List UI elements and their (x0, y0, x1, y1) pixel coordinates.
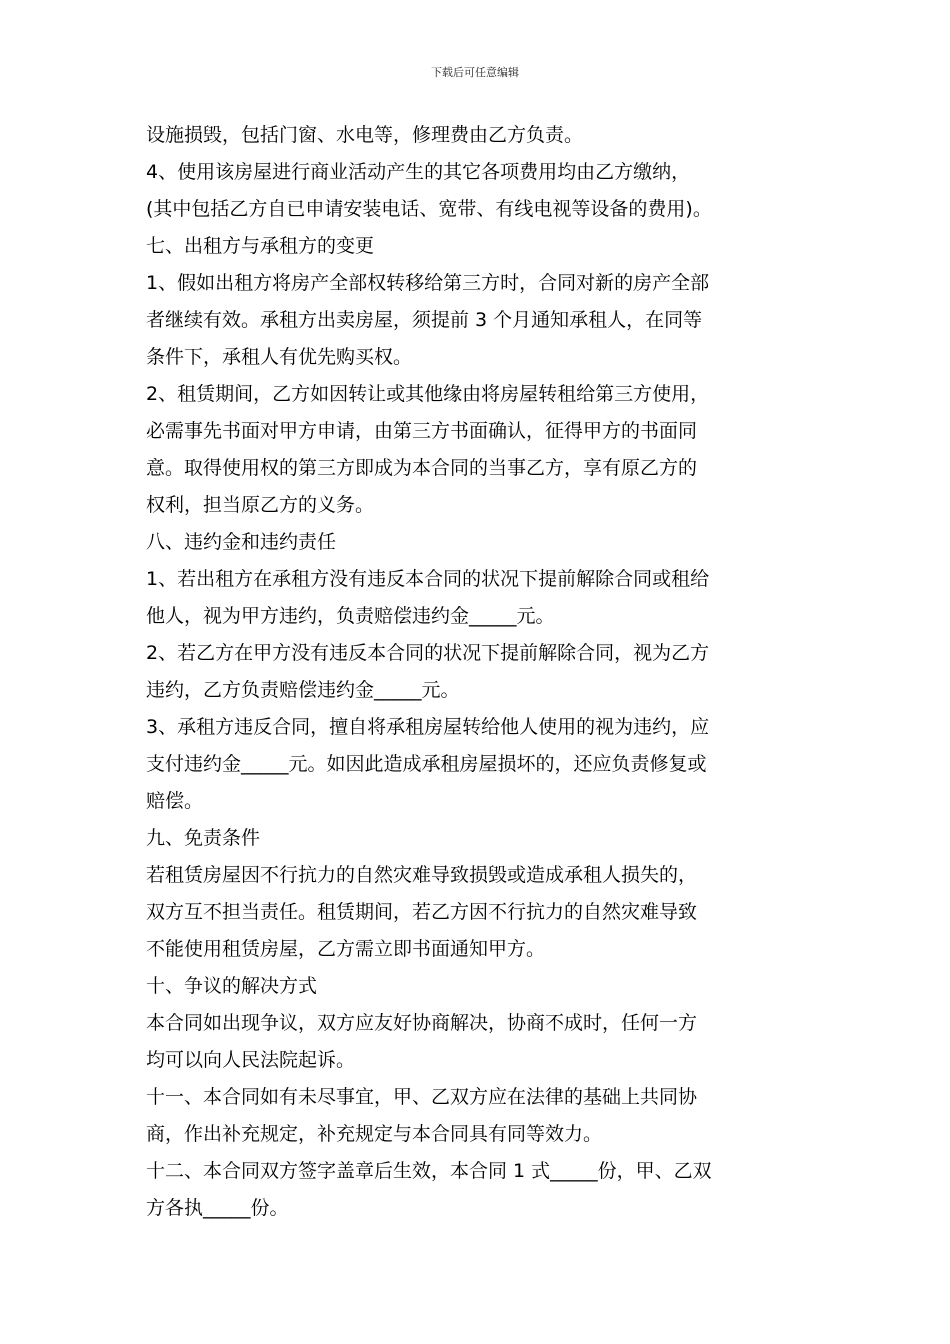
paragraph-line: 十一、本合同如有未尽事宜，甲、乙双方应在法律的基础上共同协 (146, 1086, 698, 1108)
paragraph-line: 条件下，承租人有优先购买权。 (146, 346, 413, 368)
paragraph-line: 意。取得使用权的第三方即成为本合同的当事乙方，享有原乙方的 (146, 457, 698, 479)
paragraph-line: 3、承租方违反合同，擅自将承租房屋转给他人使用的视为违约，应 (146, 716, 710, 738)
paragraph-line: 违约，乙方负责赔偿违约金_____元。 (146, 679, 460, 701)
paragraph-line: 权利，担当原乙方的义务。 (146, 494, 375, 516)
section-heading: 九、免责条件 (146, 827, 261, 849)
paragraph-line: 1、假如出租方将房产全部权转移给第三方时，合同对新的房产全部 (146, 272, 710, 294)
paragraph-line: 若租赁房屋因不行抗力的自然灾难导致损毁或造成承租人损失的， (146, 864, 698, 886)
section-heading: 七、出租方与承租方的变更 (146, 235, 375, 257)
paragraph-line: 设施损毁，包括门窗、水电等，修理费由乙方负责。 (146, 124, 584, 146)
section-heading: 八、违约金和违约责任 (146, 531, 337, 553)
paragraph-line: 商，作出补充规定，补充规定与本合同具有同等效力。 (146, 1123, 603, 1145)
paragraph-line: 方各执_____份。 (146, 1197, 289, 1219)
paragraph-line: 者继续有效。承租方出卖房屋，须提前 3 个月通知承租人，在同等 (146, 309, 703, 331)
paragraph-line: 4、使用该房屋进行商业活动产生的其它各项费用均由乙方缴纳， (146, 161, 691, 183)
section-heading: 十、争议的解决方式 (146, 975, 318, 997)
paragraph-line: 本合同如出现争议，双方应友好协商解决，协商不成时，任何一方 (146, 1012, 698, 1034)
paragraph-line: 必需事先书面对甲方申请，由第三方书面确认，征得甲方的书面同 (146, 420, 698, 442)
paragraph-line: 不能使用租赁房屋，乙方需立即书面通知甲方。 (146, 938, 546, 960)
paragraph-line: 十二、本合同双方签字盖章后生效，本合同 1 式_____份，甲、乙双 (146, 1160, 712, 1182)
paragraph-line: 双方互不担当责任。租赁期间，若乙方因不行抗力的自然灾难导致 (146, 901, 698, 923)
paragraph-line: 1、若出租方在承租方没有违反本合同的状况下提前解除合同或租给 (146, 568, 710, 590)
paragraph-line: (其中包括乙方自已申请安装电话、宽带、有线电视等设备的费用)。 (146, 198, 712, 220)
paragraph-line: 支付违约金_____元。如因此造成承租房屋损坏的，还应负责修复或 (146, 753, 707, 775)
document-body (146, 117, 806, 1227)
paragraph-line: 他人，视为甲方违约，负责赔偿违约金_____元。 (146, 605, 555, 627)
paragraph-line: 2、租赁期间，乙方如因转让或其他缘由将房屋转租给第三方使用， (146, 383, 710, 405)
paragraph-line: 均可以向人民法院起诉。 (146, 1049, 356, 1071)
paragraph-line: 赔偿。 (146, 790, 204, 812)
page-header: 下载后可任意编辑 (431, 66, 519, 79)
paragraph-line: 2、若乙方在甲方没有违反本合同的状况下提前解除合同，视为乙方 (146, 642, 710, 664)
